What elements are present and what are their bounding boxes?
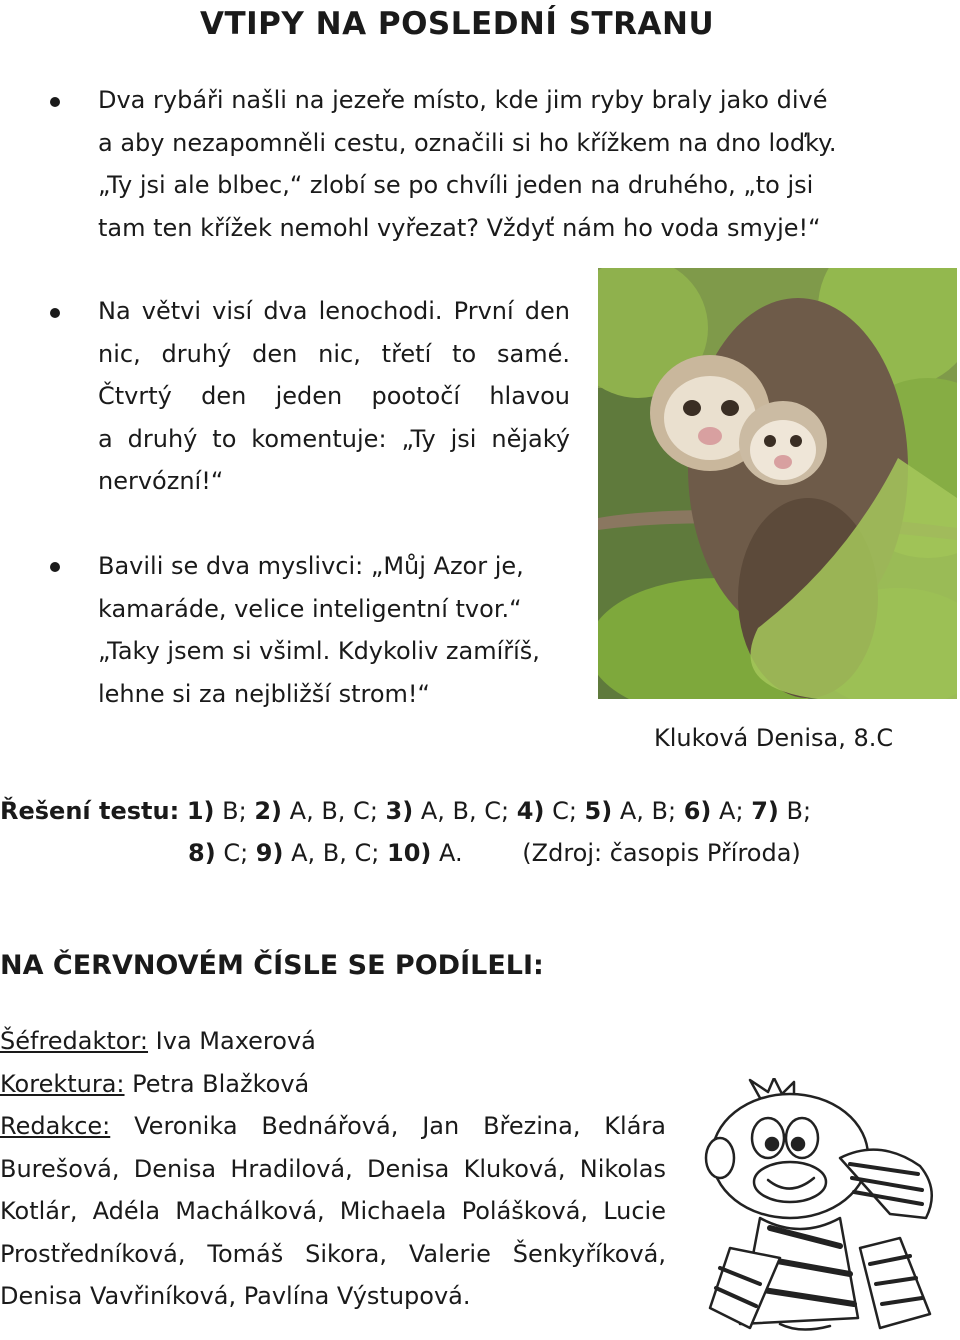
answer-value: B; — [222, 797, 247, 825]
answer-value: A, B, C; — [420, 797, 510, 825]
redaction-row — [0, 1105, 666, 1148]
answer-number: 4) — [516, 797, 545, 825]
answer-value: C; — [223, 839, 249, 867]
redaction-row: Burešová, Denisa Hradilová, Denisa Kluková, Nikolas — [0, 1154, 666, 1183]
answer-number: 10) — [387, 839, 432, 867]
redaction-row: Prostředníková, Tomáš Sikora, Valerie Šenkyříková, — [0, 1239, 666, 1268]
joke-line: a aby nezapomněli cestu, označili si ho křížkem na dno loďky. — [98, 128, 837, 157]
answer-number: 7) — [751, 797, 779, 825]
bullet-icon — [50, 97, 60, 107]
proofreading-label: Korektura: — [0, 1069, 125, 1098]
answer-number: 6) — [683, 797, 712, 825]
bullet-icon — [50, 562, 60, 572]
redaction-row: Denisa Vavřiníková, Pavlína Výstupová. — [0, 1282, 471, 1310]
solutions-source: (Zdroj: časopis Příroda) — [522, 839, 801, 867]
joke-line: nervózní!“ — [98, 467, 224, 495]
cartoon-mascot-illustration — [690, 1078, 958, 1336]
redaction-row: Kotlár, Adéla Machálková, Michaela Polášková, Lucie — [0, 1197, 666, 1225]
bullet-icon — [50, 308, 60, 318]
answer-number: 1) — [186, 797, 215, 825]
author-credit: Kluková Denisa, 8.C — [654, 724, 894, 752]
joke-3 — [98, 545, 588, 715]
answer-value: A. — [439, 839, 463, 867]
answer-number: 8) — [188, 839, 216, 867]
answer-value: A, B; — [619, 797, 677, 825]
joke-line: „Ty jsi ale blbec,“ zlobí se po chvíli jeden na druhého, „to jsi — [98, 171, 814, 199]
joke-line: „Taky jsem si všiml. Kdykoliv zamíříš, — [98, 637, 540, 665]
joke-line: Dva rybáři našli na jezeře místo, kde jim ryby braly jako divé — [98, 86, 828, 114]
joke-line: nic, druhý den nic, třetí to samé. — [98, 339, 570, 368]
joke-line: tam ten křížek nemohl vyřezat? Vždyť nám ho voda smyje!“ — [98, 213, 821, 242]
solutions-line-1 — [0, 790, 900, 832]
answer-value: B; — [786, 797, 812, 825]
joke-line: a druhý to komentuje: „Ty jsi nějaký — [98, 424, 570, 453]
editor-row — [0, 1020, 666, 1063]
answer-number: 3) — [385, 797, 414, 825]
answer-number: 9) — [255, 839, 284, 867]
staff-list — [0, 1020, 666, 1318]
editor-label: Šéfredaktor: — [0, 1027, 149, 1055]
joke-1 — [98, 79, 890, 249]
joke-2 — [98, 290, 570, 503]
answer-value: A, B, C; — [289, 797, 378, 825]
solutions-label: Řešení testu: — [0, 797, 180, 825]
redaction-names: Veronika Bednářová, Jan Březina, Klára — [134, 1112, 666, 1140]
joke-line: Bavili se dva myslivci: „Můj Azor je, — [98, 552, 524, 580]
answer-value: A; — [719, 797, 744, 825]
answer-number: 2) — [254, 797, 283, 825]
contributors-heading: NA ČERVNOVÉM ČÍSLE SE PODÍLELI: — [0, 950, 544, 981]
answer-value: A, B, C; — [291, 839, 380, 867]
joke-line: Na větvi visí dva lenochodi. První den — [98, 297, 570, 325]
page-title: VTIPY NA POSLEDNÍ STRANU — [200, 6, 715, 42]
proofreading-name: Petra Blažková — [132, 1069, 310, 1098]
sloth-photo — [598, 268, 957, 699]
joke-line: Čtvrtý den jeden pootočí hlavou — [98, 382, 570, 410]
answer-value: C; — [552, 797, 577, 825]
redaction-label: Redakce: — [0, 1112, 111, 1140]
proofreading-row — [0, 1063, 666, 1106]
solutions-line-2 — [0, 832, 900, 874]
joke-line: kamaráde, velice inteligentní tvor.“ — [98, 594, 522, 623]
test-solutions — [0, 790, 900, 874]
editor-name: Iva Maxerová — [155, 1027, 316, 1055]
answer-number: 5) — [584, 797, 613, 825]
joke-line: lehne si za nejbližší strom!“ — [98, 679, 430, 708]
